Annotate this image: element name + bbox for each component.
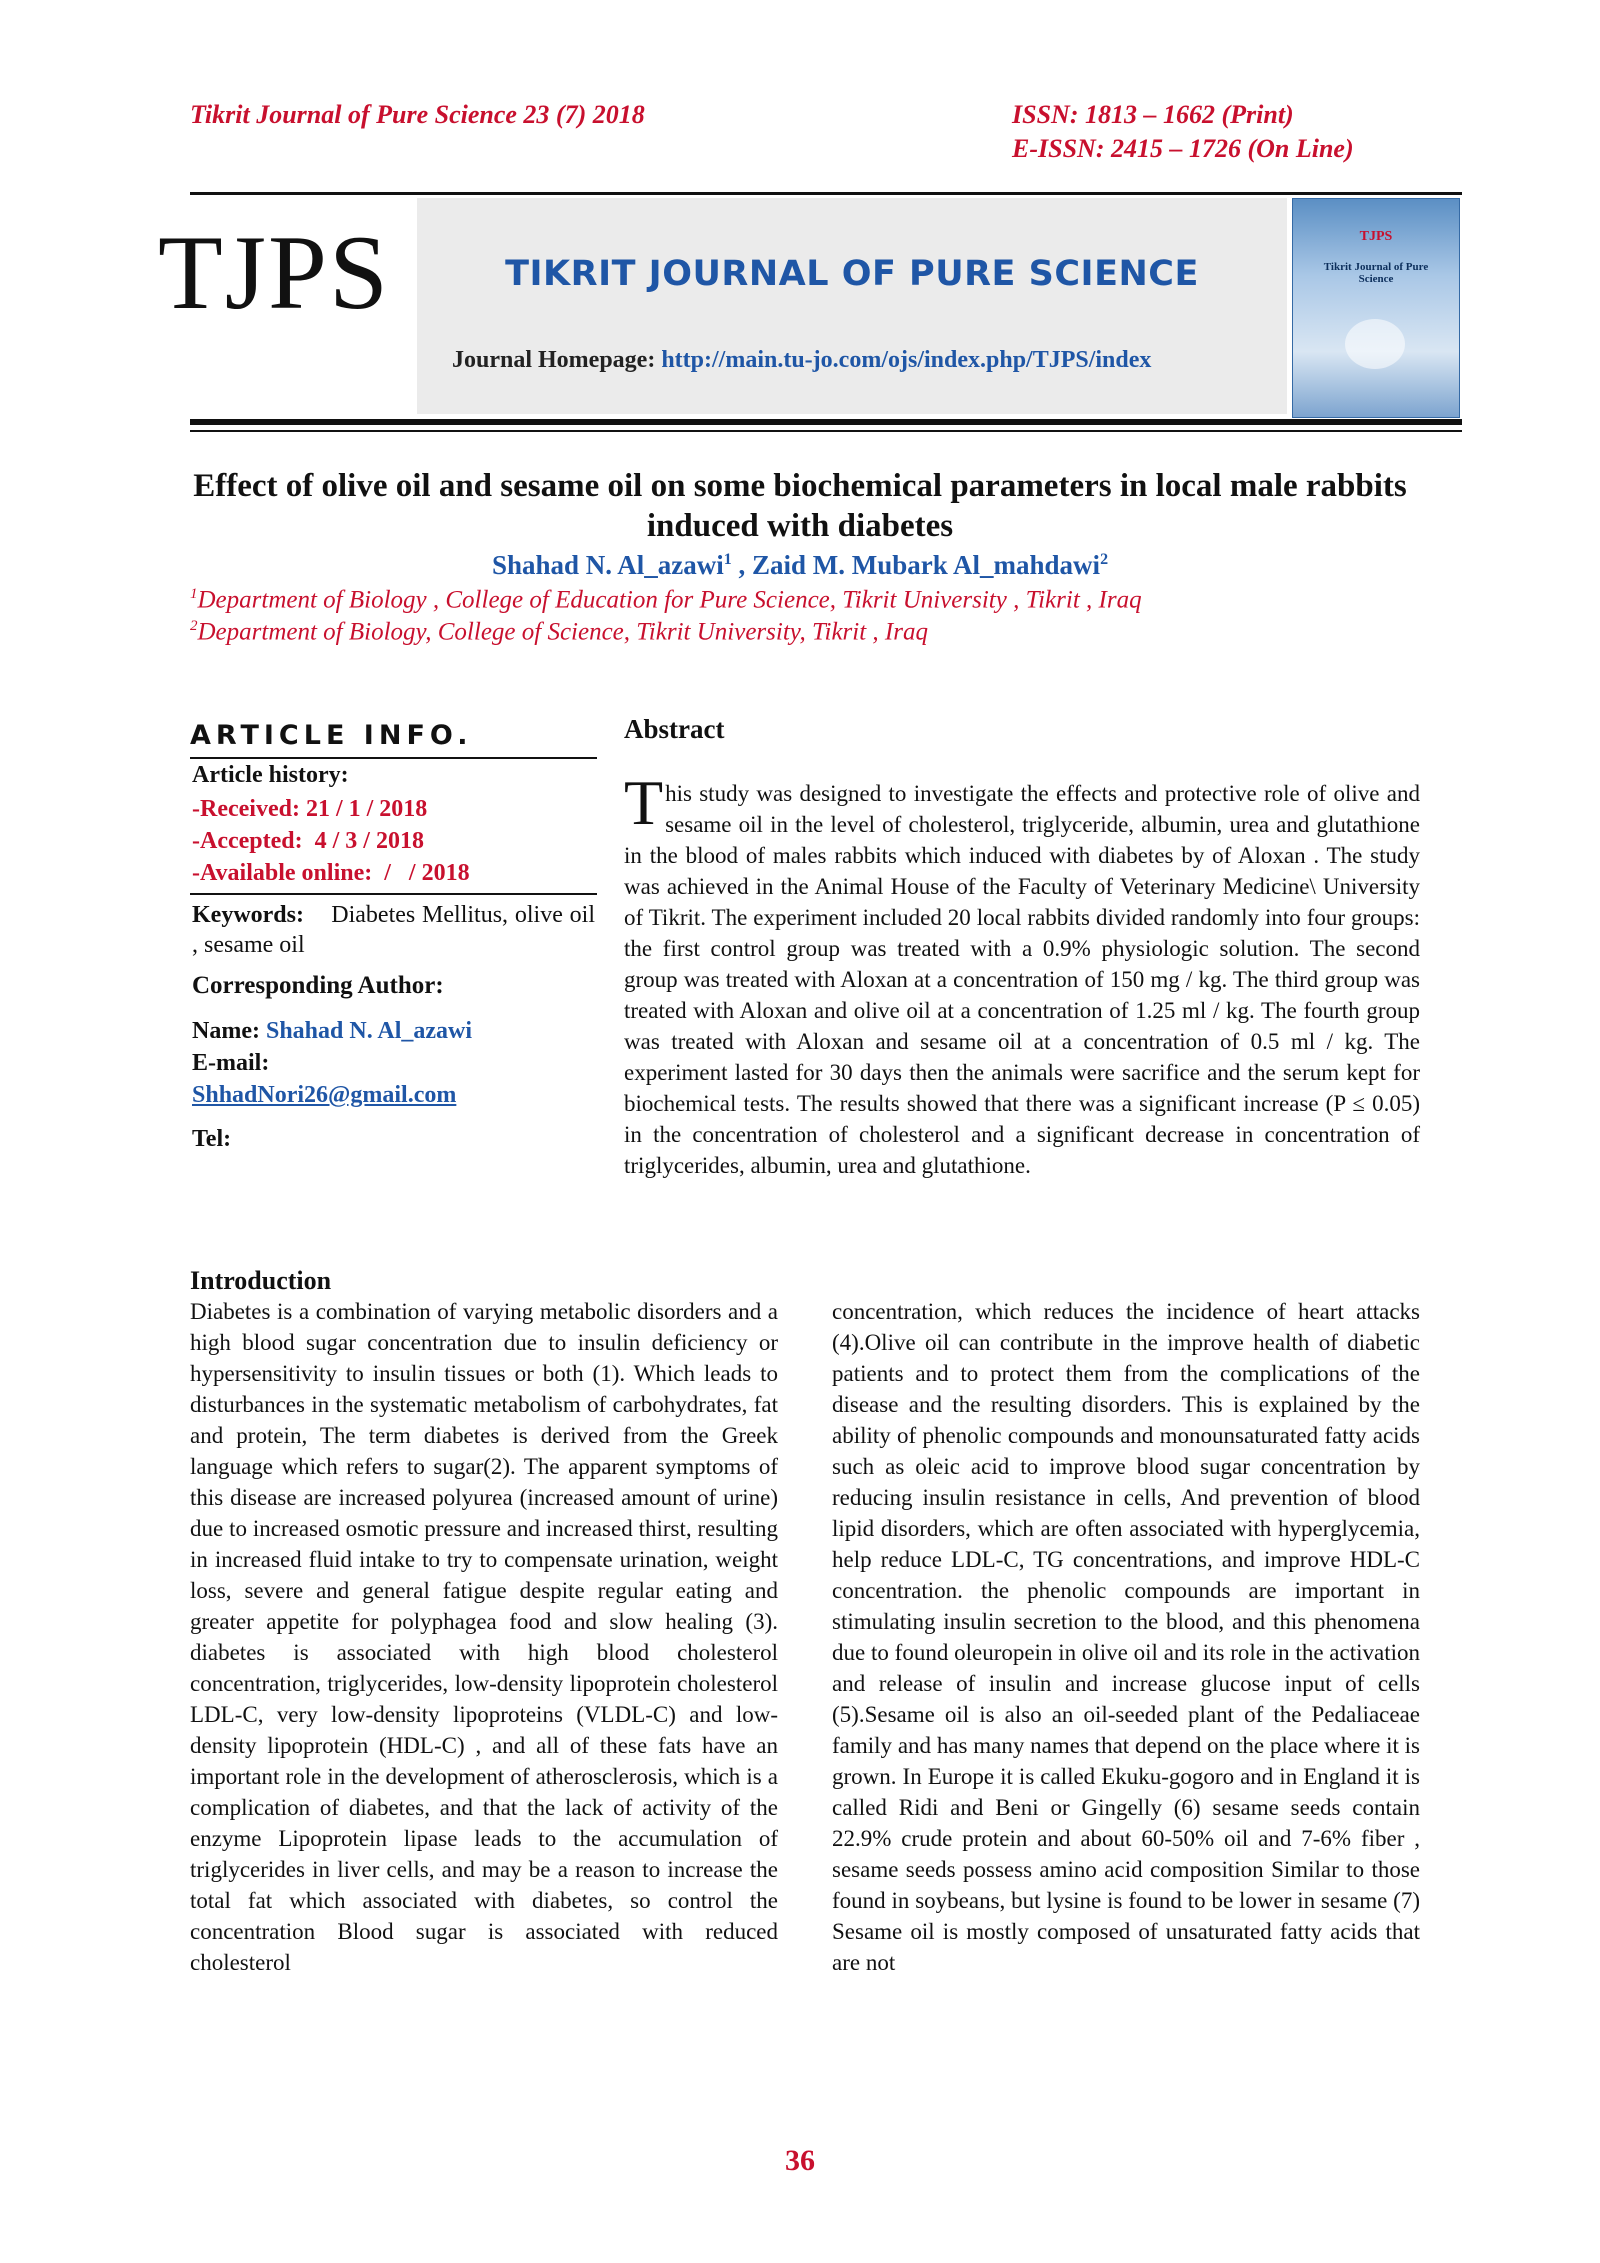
introduction-column-2: concentration, which reduces the incidence of heart attacks (4).Olive oil can contribute in the improve health of diabetic patients and to protect them from the complications of the disease and the resulting disorders. This is explained by the ability of phenolic compounds and monounsaturated fatty acids such as oleic acid to improve blood sugar concentration by reducing insulin resistance in cells, And prevention of blood lipid disorders, which are often associated with hyperglycemia, help reduce LDL-C, TG concentrations, and improve HDL-C concentration. the phenolic compounds are important in stimulating insulin secretion to the blood, and this phenomena due to found oleuropein in olive oil and its role in the activation and release of insulin and increase glucose input of cells (5).Sesame oil is also an oil-seeded plant of the Pedaliaceae family and has many names that depend on the place where it is grown. In Europe it is called Ekuku-gogoro and in England it is called Ridi and Beni or Gingelly (6) sesame seeds contain 22.9% crude protein and about 60-50% oil and 7-6% fiber , sesame seeds possess amino acid composition Similar to those found in soybeans, but lysine is found to be lower in sesame (7) Sesame oil is mostly composed of unsaturated fatty acids that are not [832,1299,1420,1975]
name-value: Shahad N. Al_azawi [265,1018,473,1044]
keywords-label: Keywords: [192,902,304,928]
affiliation-1-num: 1 [190,586,198,602]
journal-cover-image [1292,198,1460,418]
author-separator: , [731,550,752,580]
accepted-value: 4 / 3 / 2018 [314,828,424,854]
journal-name: TIKRIT JOURNAL OF PURE SCIENCE [505,254,1199,294]
author-1: Shahad N. Al_azawi [491,550,724,580]
keywords-value: Diabetes Mellitus, olive oil , sesame oil [192,902,596,958]
affiliation-2-num: 2 [190,618,198,634]
introduction-column-1: Diabetes is a combination of varying metabolic disorders and a high blood sugar concentration due to insulin deficiency or hypersensitivity to insulin tissues or both (1). Which leads to disturbances in the systematic metabolism of carbohydrates, fat and protein, The term diabetes is derived from the Greek language which refers to sugar(2). The apparent symptoms of this disease are increased polyurea (increased amount of urine) due to increased osmotic pressure and increased thirst, resulting in increased fluid intake to try to compensate urination, weight loss, severe and general fatigue despite regular eating and greater appetite for polyphagea food and slow healing (3). diabetes is associated with high blood cholesterol concentration, triglycerides, low-density lipoprotein cholesterol LDL-C, very low-density lipoproteins (VLDL-C) and low-density lipoprotein (HDL-C) , and all of these fats have an important role in the development of atherosclerosis, which is a complication of diabetes, and that the lack of activity of the enzyme Lipoprotein lipase leads to the accumulation of triglycerides in liver cells, and may be a reason to increase the total fat which associated with diabetes, so control the concentration Blood sugar is associated with reduced cholesterol [190,1299,778,1975]
received-label: -Received: [192,796,300,822]
affiliation-2-text: Department of Biology, College of Science, Tikrit University, Tikrit , Iraq [197,618,928,646]
cover-title: Tikrit Journal of Pure Science [1323,261,1429,285]
email-link[interactable]: ShhadNori26@gmail.com [192,1082,457,1108]
tel-label: Tel: [192,1126,232,1152]
accepted-label: -Accepted: [192,828,303,854]
issn-online: E-ISSN: 2415 – 1726 (On Line) [1012,134,1354,163]
introduction-heading: Introduction [190,1266,332,1295]
masthead-band [417,198,1287,414]
received-date [192,796,427,823]
received-value: 21 / 1 / 2018 [305,796,428,822]
affiliation-1-text: Department of Biology , College of Education for Pure Science, Tikrit University , Tikrit , Iraq [197,586,1142,614]
article-info-rule [190,757,597,759]
cover-badge: TJPS [1359,229,1393,244]
journal-citation: Tikrit Journal of Pure Science 23 (7) 2018 [190,100,645,129]
author-name [192,1018,472,1045]
email-label: E-mail: [192,1050,270,1076]
name-label: Name: [192,1018,260,1044]
article-info-rule-bottom [190,893,597,895]
masthead-bottom-rule-thin [190,430,1462,432]
corresponding-author-label: Corresponding Author: [192,972,444,999]
accepted-date [192,828,424,855]
keywords [192,900,595,960]
abstract-dropcap: T [624,767,664,838]
cover-emblem [1345,319,1405,369]
abstract-text: his study was designed to investigate the effects and protective role of olive and sesame oil in the level of cholesterol, triglyceride, albumin, urea and glutathione in the blood of males rabbits which induced with diabetes by of Aloxan . The study was achieved in the Animal House of the Faculty of Veterinary Medicine\ University of Tikrit. The experiment included 20 local rabbits divided randomly into four groups: the first control group was treated with a 0.9% physiologic solution. The second group was treated with Aloxan at a concentration of 150 mg / kg. The third group was treated with Aloxan and olive oil at a concentration of 1.25 ml / kg. The fourth group was treated with Aloxan and sesame oil at a concentration of 0.5 ml / kg. The experiment lasted for 30 days then the animals were sacrifice and the serum kept for biochemical tests. The results showed that there was a significant increase (P ≤ 0.05) in the concentration of cholesterol and a significant decrease in concentration of triglycerides, albumin, urea and glutathione. [624,781,1420,1178]
masthead-bottom-rule [190,419,1462,425]
affiliation-2 [190,618,928,646]
masthead-top-rule [190,192,1462,195]
article-title: Effect of olive oil and sesame oil on some biochemical parameters in local male rabbits induced with diabetes [193,468,1407,544]
journal-logo: TJPS [158,214,390,331]
page-number: 36 [785,2144,815,2177]
online-label: -Available online: [192,860,373,886]
affiliation-1 [190,586,1142,614]
article-info-heading: ARTICLE INFO. [190,720,473,751]
abstract-body [624,767,1420,1181]
journal-homepage [452,347,1151,374]
available-online-date [192,860,470,887]
online-value: / / 2018 [384,860,470,886]
homepage-link[interactable]: http://main.tu-jo.com/ojs/index.php/TJPS/index [661,347,1152,373]
issn-print: ISSN: 1813 – 1662 (Print) [1012,100,1294,129]
homepage-label: Journal Homepage: [452,347,656,373]
author-1-sup: 1 [723,551,732,568]
author-2-sup: 2 [1100,551,1109,568]
abstract-heading: Abstract [624,714,725,744]
author-list [170,550,1430,581]
article-history-label: Article history: [192,762,349,788]
author-2: Zaid M. Mubark Al_mahdawi [752,550,1101,580]
